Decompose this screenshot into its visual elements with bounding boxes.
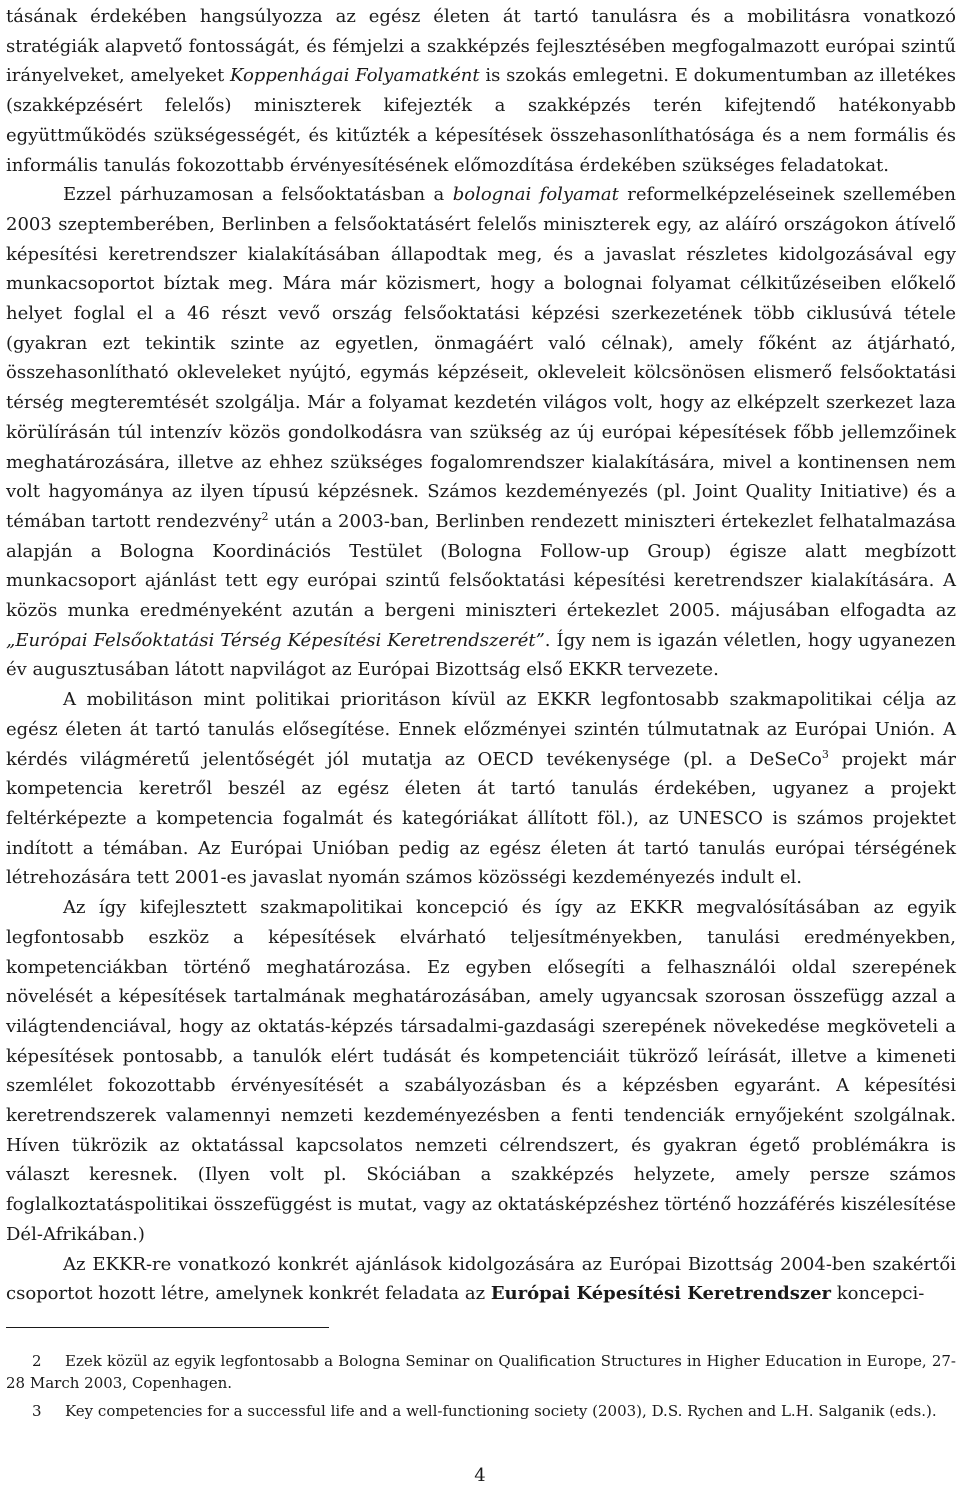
body-paragraph xyxy=(6,1250,956,1309)
text-run: után a 2003-ban, Berlinben rendezett miniszteri értekezlet felhatalmazása alapján a Bologna Koordinációs Testület (Bologna Follow-up Group) égisze alatt megbízott munkacsoport ajánlást tett egy európai szintű felsőoktatási képesítési keretrendszer kialakítására. A közös munka eredményeként azután a bergeni miniszteri értekezlet 2005. májusában elfogadta az xyxy=(6,510,956,622)
text-run: A mobilitáson mint politikai prioritáson kívül az EKKR legfontosabb szakmapolitikai célja az egész életen át tartó tanulás elősegítése. Ennek előzményei szintén túlmutatnak az Európai Unión. A kérdés világméretű jelentőségét jól mutatja az OECD tevékenysége (pl. a DeSeCo xyxy=(6,689,956,770)
text-run: . Így nem is igazán véletlen, hogy ugyanezen év augusztusában látott napvilágot az Európai Bizottság első EKKR tervezete. xyxy=(6,629,956,681)
footnote-number: 2 xyxy=(32,1352,42,1370)
text-run: tásának érdekében hangsúlyozza az egész életen át tartó tanulásra és a mobilitásra vonatkozó stratégiák alapvető fontosságát, és fémjelzi a szakképzés fejlesztésében megfogalmazott európai szintű irányelveket, amelyeket xyxy=(6,6,956,87)
page-number: 4 xyxy=(474,1465,486,1486)
footnote-text: Key competencies for a successful life and a well-functioning society (2003), D.S. Rychen and L.H. Salganik (eds.). xyxy=(65,1402,937,1420)
footnote-separator xyxy=(6,1327,329,1328)
footnote xyxy=(6,1400,956,1422)
text-run: Az így kifejlesztett szakmapolitikai koncepció és így az EKKR megvalósításában az egyik legfontosabb eszköz a képesítések elvárható teljesítményekben, tanulási eredményekben, kompetenciákban történő meghatározása. Ez egyben elősegíti a felhasználói oldal szerepének növelését a képesítések tartalmának meghatározásában, amely ugyancsak szorosan összefügg azzal a világtendenciával, hogy az oktatás-képzés társadalmi-gazdasági szerepének növekedése megköveteli a képesítések pontosabb, a tanulók elért tudását és kompetenciáit tükröző leírását, illetve a kimeneti szemlélet fokozottabb érvényesítését a szabályozásban és a képzésben egyaránt. A képesítési keretrendszerek valamennyi nemzeti kezdeményezésben a fenti tendenciák ernyőjeként szolgálnak. Híven tükrözik az oktatással kapcsolatos nemzeti célrendszert, és gyakran égető problémákra is választ keresnek. (Ilyen volt pl. Skóciában a szakképzés helyzete, amely persze számos foglalkoztatáspolitikai összefüggést is mutat, vagy az oktatásképzéshez történő hozzáférés kiszélesítése Dél-Afrikában.) xyxy=(6,897,956,1245)
text-run: reformelképzeléseinek szellemében 2003 szeptemberében, Berlinben a felsőoktatásért felelős miniszterek egy, az aláíró országokon átívelő képesítési keretrendszer kialakításában állapodtak meg, és a javaslat részletes kidolgozásával egy munkacsoportot bíztak meg. Mára már közismert, hogy a bolognai folyamat célkitűzéseiben előkelő helyet foglal el a 46 részt vevő ország felsőoktatási képzési szerkezetének több ciklusúvá tétele (gyakran ezt tekintik szinte az egyetlen, önmagáért való célnak), amely főként az átjárható, összehasonlítható okleveleket nyújtó, egymás képzéseit, okleveleit kölcsönösen elismerő felsőoktatási térség megteremtését szolgálja. Már a folyamat kezdetén világos volt, hogy az elképzelt szerkezet laza körülírásán túl intenzív közös gondolkodásra van szükség az új európai képesítések főbb jellemzőinek meghatározására, illetve az ehhez szükséges fogalomrendszer kialakítására, mivel a kontinensen nem volt hagyománya az ilyen típusú képzésnek. Számos kezdeményezés (pl. Joint Quality Initiative) és a témában tartott rendezvény xyxy=(6,184,957,532)
footnote-text: Ezek közül az egyik legfontosabb a Bologna Seminar on Qualification Structures in Higher Education in Europe, 27-28 March 2003, Copenhagen. xyxy=(6,1352,956,1392)
italic-text: Koppenhágai Folyamatként xyxy=(229,65,480,87)
body-paragraph xyxy=(6,685,956,893)
footnote-reference: 2 xyxy=(261,509,269,523)
footnote xyxy=(6,1350,956,1394)
text-run: is szokás emlegetni. E dokumentumban az illetékes (szakképzésért felelős) miniszterek kifejezték a szakképzés terén kifejtendő hatékonyabb együttműködés szükségességét, és kitűzték a képesítések összehasonlíthatósága és a nem formális és informális tanulás fokozottabb érvényesítésének előmozdítása érdekében szükséges feladatokat. xyxy=(6,65,956,176)
italic-text: „Európai Felsőoktatási Térség Képesítési Keretrendszerét” xyxy=(6,629,545,651)
bold-text: Európai Képesítési Keretrendszer xyxy=(490,1283,832,1305)
body-paragraph xyxy=(6,2,956,180)
footnote-number: 3 xyxy=(32,1402,42,1420)
text-run: projekt már kompetencia keretről beszél az egész életen át tartó tanulás érdekében, ugyanez a projekt feltérképezte a kompetencia fogalmát és kategóriákat állított föl.), az UNESCO is számos projektet indított a témában. Az Európai Unióban pedig az egész életen át tartó tanulás európai térségének létrehozására tett 2001-es javaslat nyomán számos közösségi kezdeményezés indult el. xyxy=(6,748,957,889)
footnote-reference: 3 xyxy=(821,747,829,761)
text-run: koncepci- xyxy=(831,1283,925,1305)
italic-text: bolognai folyamat xyxy=(452,184,619,206)
text-run: Az EKKR-re vonatkozó konkrét ajánlások kidolgozására az Európai Bizottság 2004-ben szakértői csoportot hozott létre, amelynek konkrét feladata az xyxy=(6,1253,956,1305)
text-run: Ezzel párhuzamosan a felsőoktatásban a xyxy=(63,184,453,206)
footnotes xyxy=(6,1350,956,1428)
body-paragraph xyxy=(6,893,956,1249)
body-paragraph xyxy=(6,180,956,685)
document-body xyxy=(6,2,956,1309)
